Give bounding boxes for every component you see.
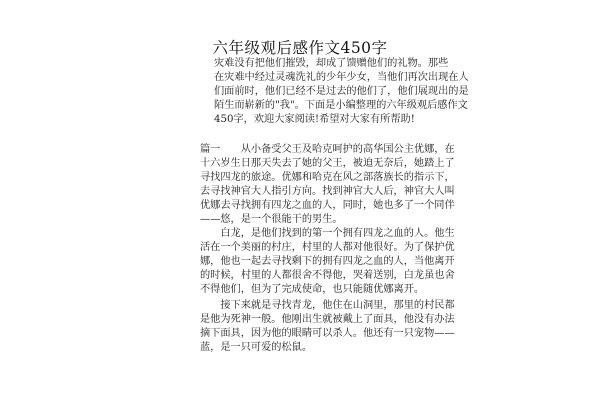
- intro-line: 450字，欢迎大家阅读!希望对大家有所帮助!: [214, 114, 415, 125]
- intro-line: 陌生而崭新的"我"。下面是小编整理的六年级观后感作文: [214, 100, 468, 111]
- body-line: 白龙，是他们找到的第一个拥有四龙之血的人。他生: [200, 228, 455, 239]
- body-line: 十六岁生日那天失去了她的父王，被迫无奈后，她踏上了: [200, 158, 455, 169]
- body-line: 不得他们，但为了完成使命，也只能随优娜离开。: [200, 284, 425, 295]
- intro-line: 灾难没有把他们摧毁，却成了馈赠他们的礼物。那些: [214, 58, 449, 69]
- body-line: 优娜去寻找拥有四龙之血的人，同时，她也多了一个同伴: [200, 200, 455, 211]
- body-line: 蓝，是一只可爱的松鼠。: [200, 342, 313, 353]
- body-line: ——悠，是一个很能干的男生。: [200, 214, 343, 225]
- body-line: 接下来就是寻找青龙，他住在山洞里，那里的村民都: [200, 300, 455, 311]
- body-line: 篇一 从小备受父王及哈克呵护的高华国公主优娜，在: [200, 144, 455, 155]
- body-line: 的时候，村里的人都很舍不得他，哭着送别，白龙虽也舍: [200, 270, 455, 281]
- body-line: 寻找四龙的旅途。优娜和哈克在风之部落族长的指示下，: [200, 172, 455, 183]
- intro-line: 们面前时，他们已经不是过去的他们了，他们展现出的是: [214, 86, 469, 97]
- intro-line: 在灾难中经过灵魂洗礼的少年少女，当他们再次出现在人: [214, 72, 469, 83]
- body-line: 摘下面具，因为他的眼睛可以杀人。他还有一只宠物——: [200, 328, 455, 339]
- page-title: 六年级观后感作文450字: [212, 39, 388, 57]
- body-line: 去寻找神官大人指引方向。找到神官大人后，神官大人叫: [200, 186, 455, 197]
- body-line: 娜，他也一起去寻找剩下的拥有四龙之血的人，当他离开: [200, 256, 455, 267]
- body-line: 活在一个美丽的村庄，村里的人都对他很好。为了保护优: [200, 242, 455, 253]
- body-line: 是他为死神一般。他刚出生就被戴上了面具，他没有办法: [200, 314, 455, 325]
